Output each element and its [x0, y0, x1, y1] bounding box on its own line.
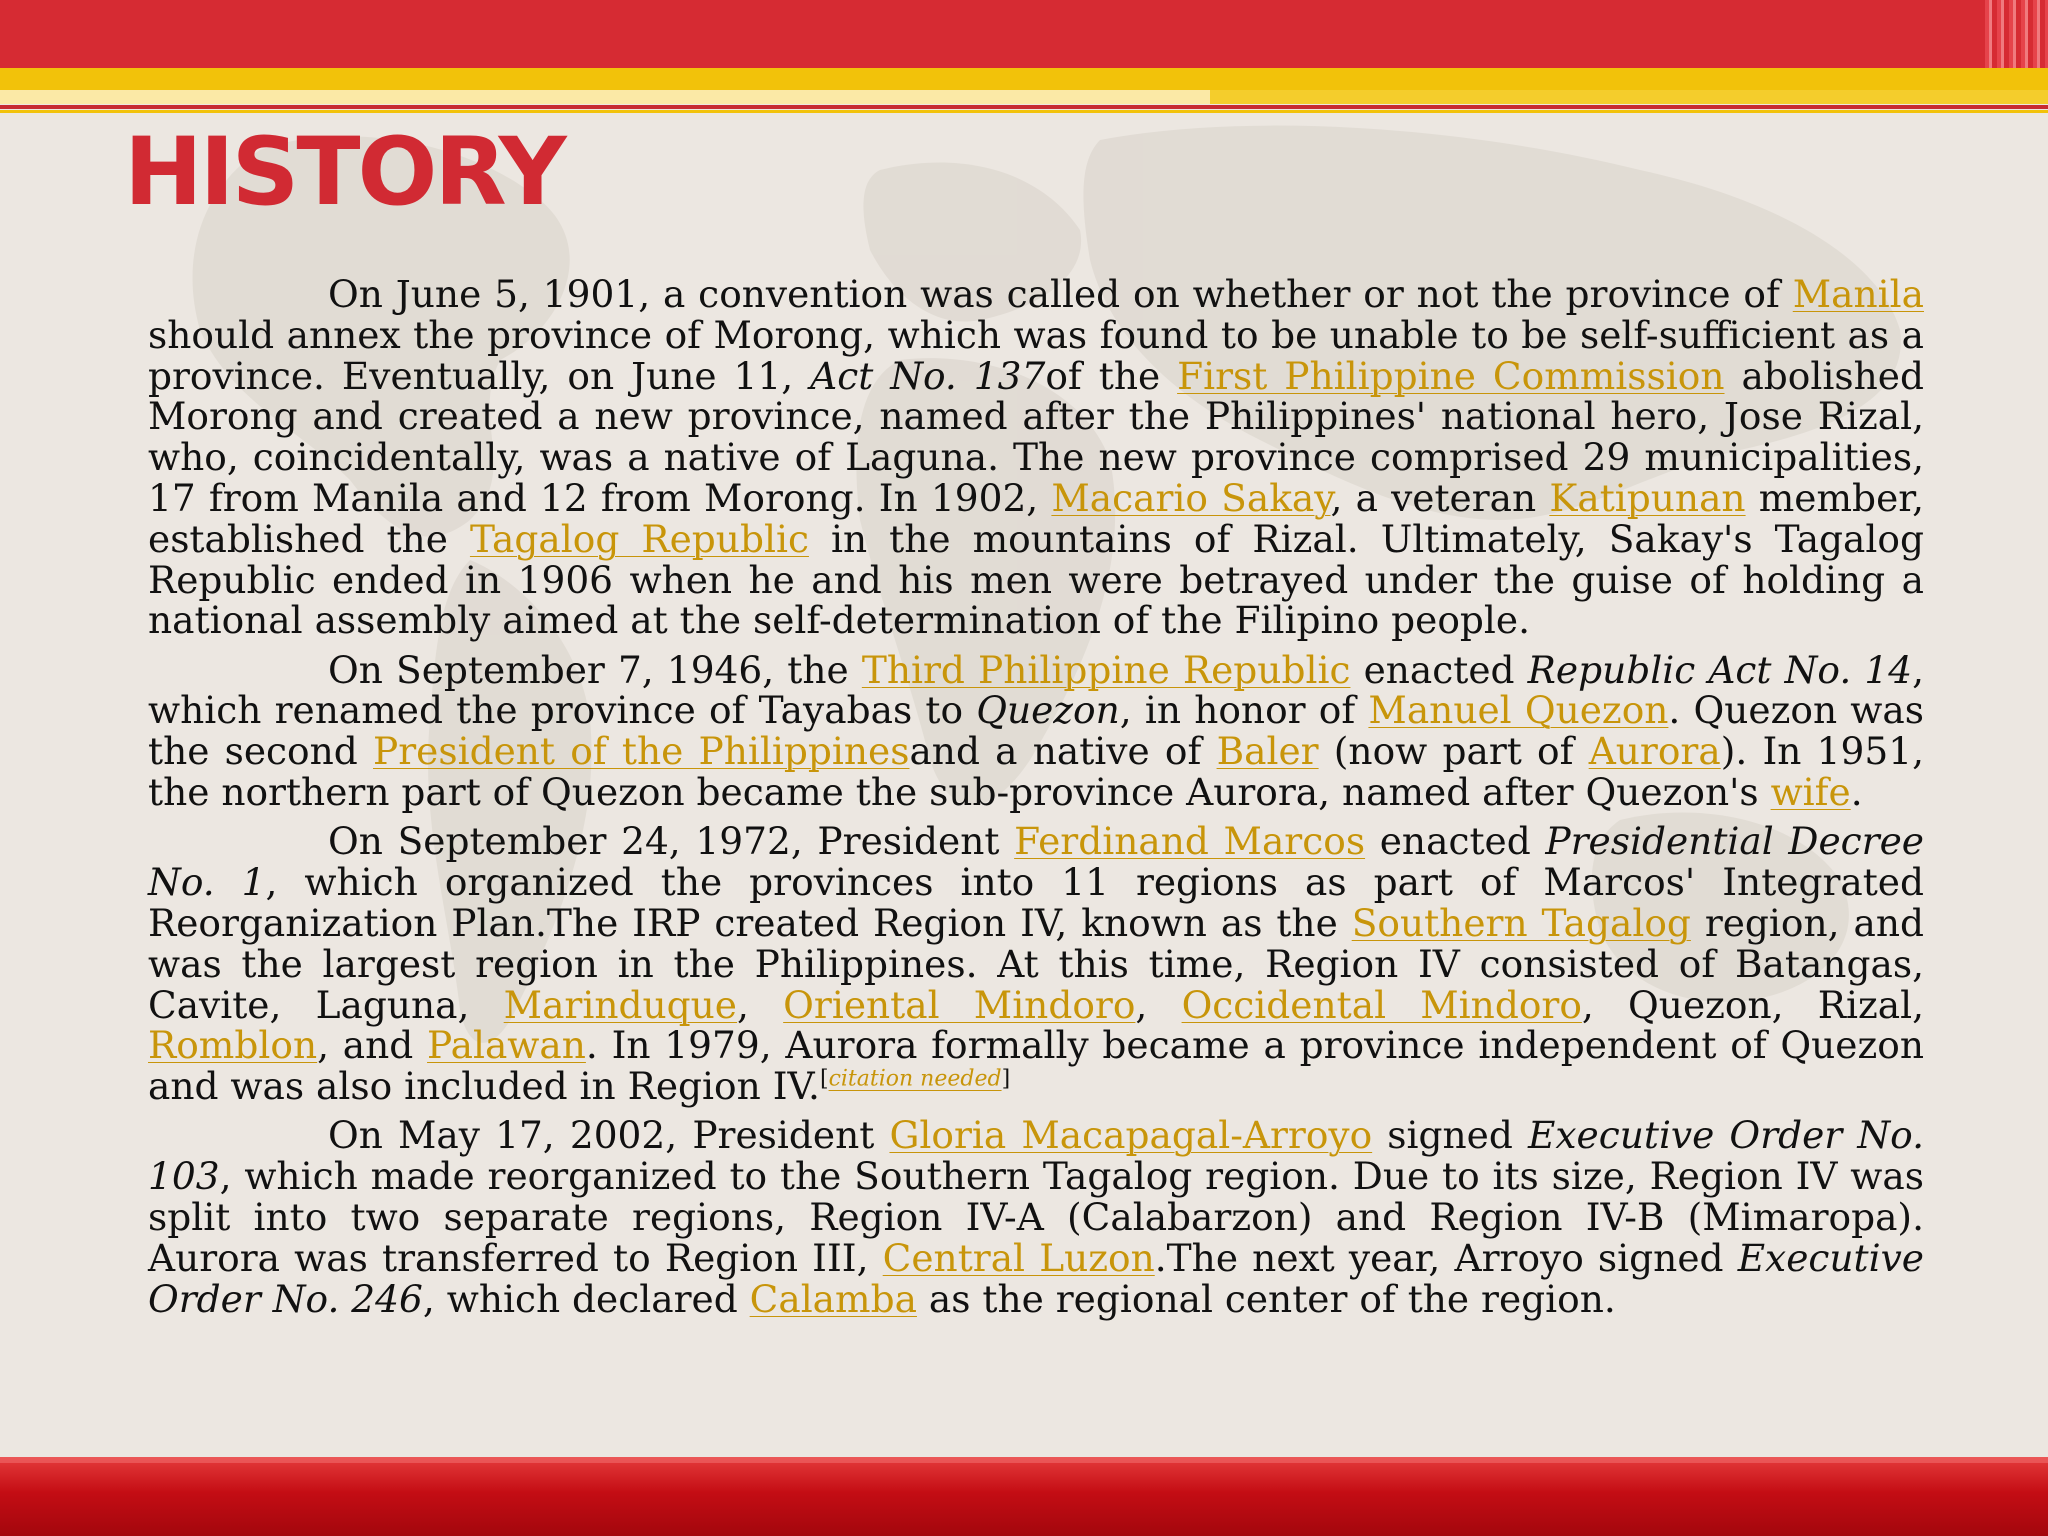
body-text: On June 5, 1901, a convention was called on whether or not the province of	[328, 272, 1793, 316]
body-text: . Quezon was the second	[148, 688, 1924, 774]
body-text: abolished Morong and created a new province, named after the Philippines' national hero, Jose Rizal, who, coincidentally, was a native of Laguna. The new province comprised 29 municipalities, 17 from Manila and 12 from Morong. In 1902,	[148, 353, 1924, 520]
body-text: (now part of	[1318, 729, 1589, 774]
body-text: ,	[737, 982, 784, 1027]
wiki-link[interactable]: Aurora	[1588, 729, 1721, 774]
body-text: enacted	[1350, 647, 1528, 692]
body-text: , in honor of	[1119, 688, 1369, 733]
body-text: enacted	[1365, 819, 1546, 864]
wiki-link[interactable]: Southern Tagalog	[1351, 900, 1691, 945]
body-text: .The next year, Arroyo signed	[1154, 1235, 1738, 1280]
wiki-link[interactable]: Oriental Mindoro	[783, 982, 1136, 1027]
gold-band	[0, 68, 2048, 90]
italic-text: Presidential Decree No. 1	[148, 819, 1924, 905]
body-text: , which declared	[422, 1276, 750, 1321]
history-paragraph	[148, 821, 1924, 1107]
body-text: and a native of	[909, 729, 1217, 774]
body-text: ,	[1135, 982, 1182, 1027]
thin-gold-rule	[0, 110, 2048, 113]
top-red-band	[0, 0, 2048, 68]
body-text: , which made reorganized to the Southern Tagalog region. Due to its size, Region IV was split into two separate regions, Region IV-A (Calabarzon) and Region IV-B (Mimaropa). Aurora was transferred to Region III,	[148, 1154, 1924, 1280]
wiki-link[interactable]: Calamba	[749, 1276, 917, 1321]
body-text: , a veteran	[1330, 475, 1550, 520]
wiki-link[interactable]: President of the Philippines	[373, 729, 910, 774]
history-paragraph	[148, 274, 1924, 641]
wiki-link[interactable]: Macario Sakay	[1051, 475, 1331, 520]
wiki-link[interactable]: Third Philippine Republic	[861, 647, 1351, 692]
body-text: On May 17, 2002, President	[328, 1113, 890, 1158]
body-text: On September 24, 1972, President	[328, 819, 1015, 864]
body-text: ). In 1951, the northern part of Quezon became the sub-province Aurora, named after Quezon's	[148, 729, 1924, 815]
body-text: On September 7, 1946, the	[328, 647, 862, 692]
body-text: , which renamed the province of Tayabas to	[148, 647, 1925, 733]
gold-light-band	[0, 90, 1210, 104]
body-text: in the mountains of Rizal. Ultimately, Sakay's Tagalog Republic ended in 1906 when he and his men were betrayed under the guise of holding a national assembly aimed at the self-determination of the Filipino people.	[148, 516, 1924, 643]
wiki-link[interactable]: Baler	[1216, 729, 1319, 774]
wiki-link[interactable]: First Philippine Commission	[1177, 353, 1725, 398]
wiki-link[interactable]: wife	[1770, 770, 1851, 815]
citation-needed-link[interactable]: citation needed	[828, 1066, 1002, 1092]
body-text: .	[1850, 770, 1863, 815]
wiki-link[interactable]: Marinduque	[503, 982, 738, 1027]
body-text: . In 1979, Aurora formally became a province independent of Quezon and was also included in Region IV.	[148, 1023, 1924, 1109]
body-text: , Quezon, Rizal,	[1581, 982, 1925, 1027]
body-text: member, established the	[148, 475, 1924, 561]
body-text: should annex the province of Morong, which was found to be unable to be self-sufficient as a province. Eventually, on June 11,	[148, 312, 1924, 398]
wiki-link[interactable]: Katipunan	[1549, 475, 1746, 520]
italic-text: Act No. 137	[810, 353, 1046, 398]
citation-needed: [citation needed]	[819, 1066, 1011, 1092]
italic-text: Executive Order No. 103	[148, 1113, 1924, 1199]
wiki-link[interactable]: Palawan	[427, 1023, 586, 1068]
wiki-link[interactable]: Occidental Mindoro	[1181, 982, 1582, 1027]
wiki-link[interactable]: Ferdinand Marcos	[1014, 819, 1366, 864]
italic-text: Quezon	[976, 688, 1120, 733]
wiki-link[interactable]: Tagalog Republic	[469, 516, 809, 561]
slide-title: HISTORY	[124, 118, 564, 227]
wiki-link[interactable]: Central Luzon	[882, 1235, 1155, 1280]
body-text: as the regional center of the region.	[916, 1276, 1616, 1321]
thin-red-rule	[0, 105, 2048, 109]
gold-light-band-right	[1210, 90, 2048, 104]
bottom-red-band	[0, 1457, 2048, 1536]
history-paragraph	[148, 647, 1925, 815]
history-paragraph	[148, 1115, 1924, 1319]
body-text: , which organized the provinces into 11 regions as part of Marcos' Integrated Reorganization Plan.The IRP created Region IV, known as the	[148, 860, 1925, 945]
top-red-stripes	[1985, 0, 2048, 68]
wiki-link[interactable]: Gloria Macapagal-Arroyo	[889, 1113, 1373, 1158]
italic-text: Republic Act No. 14	[1527, 647, 1913, 692]
body-text: signed	[1372, 1113, 1528, 1158]
bottom-band-highlight	[0, 1457, 2048, 1463]
body-text: , and	[317, 1023, 428, 1068]
wiki-link[interactable]: Romblon	[148, 1023, 318, 1068]
body-text: region, and was the largest region in the Philippines. At this time, Region IV consisted of Batangas, Cavite, Laguna,	[148, 900, 1925, 1027]
wiki-link[interactable]: Manila	[1792, 272, 1924, 316]
history-text	[148, 274, 1924, 1328]
wiki-link[interactable]: Manuel Quezon	[1368, 688, 1669, 733]
italic-text: Executive Order No. 246	[148, 1235, 1924, 1321]
body-text: of the	[1045, 353, 1178, 398]
